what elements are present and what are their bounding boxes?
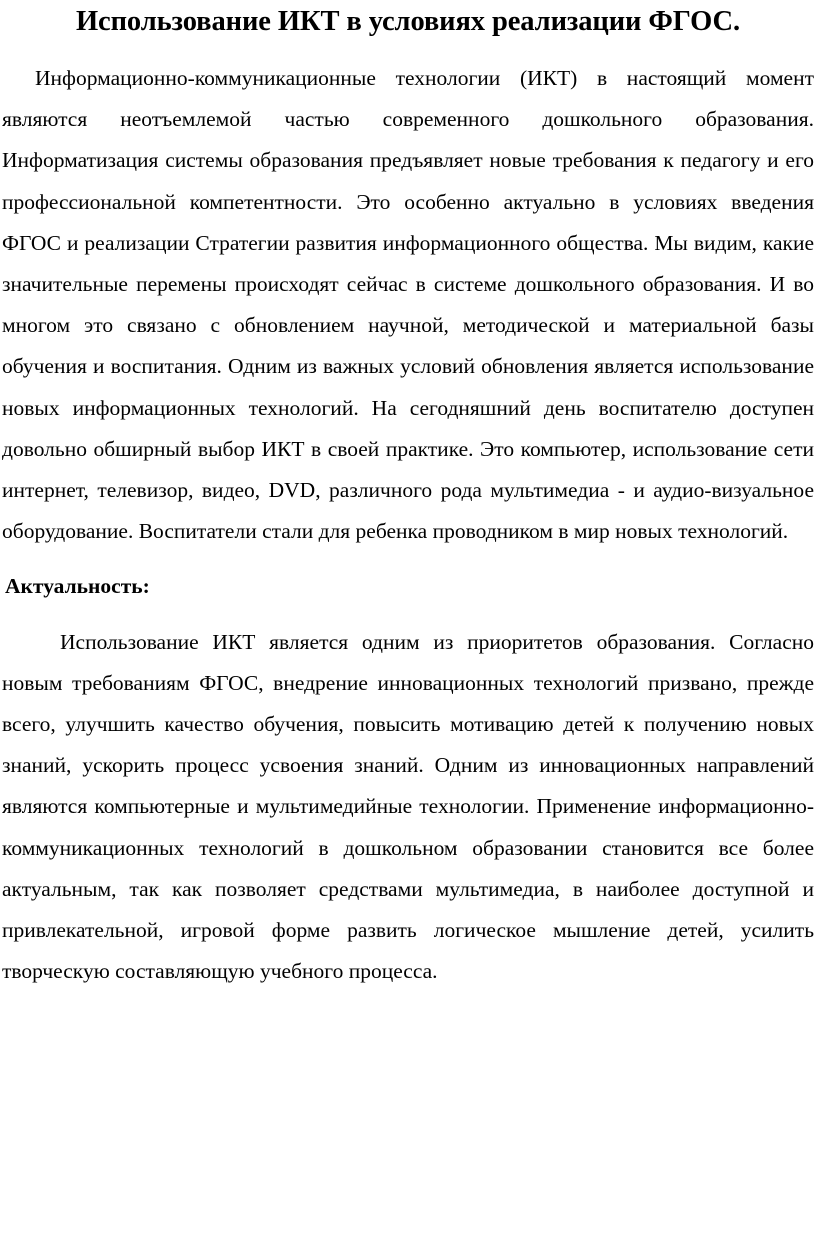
intro-paragraph: Информационно-коммуникационные технологии (ИКТ) в настоящий момент являются неотъемлемой частью современного дошкольного образования. Информатизация системы образования предъявляет новые требования к педагогу и его профессиональной компетентности. Это особенно актуально в условиях введения ФГОС и реализации Стратегии развития информационного общества. Мы видим, какие значительные перемены происходят сейчас в системе дошкольного образования. И во многом это связано с обновлением научной, методической и материальной базы обучения и воспитания. Одним из важных условий обновления является использование новых информационных технологий. На сегодняшний день воспитателю доступен довольно обширный выбор ИКТ в своей практике. Это компьютер, использование сети интернет, телевизор, видео, DVD, различного рода мультимедиа - и аудио-визуальное оборудование. Воспитатели стали для ребенка проводником в мир новых технологий. bbox=[2, 66, 814, 544]
document-title: Использование ИКТ в условиях реализации ФГОС. bbox=[75, 6, 741, 37]
relevance-heading: Актуальность: bbox=[5, 574, 150, 599]
relevance-paragraph: Использование ИКТ является одним из приоритетов образования. Согласно новым требованиям ФГОС, внедрение инновационных технологий призвано, прежде всего, улучшить качество обучения, повысить мотивацию детей к получению новых знаний, ускорить процесс усвоения знаний. Одним из инновационных направлений являются компьютерные и мультимедийные технологии. Применение информационно-коммуникационных технологий в дошкольном образовании становится все более актуальным, так как позволяет средствами мультимедиа, в наиболее доступной и привлекательной, игровой форме развить логическое мышление детей, усилить творческую составляющую учебного процесса. bbox=[2, 629, 814, 984]
